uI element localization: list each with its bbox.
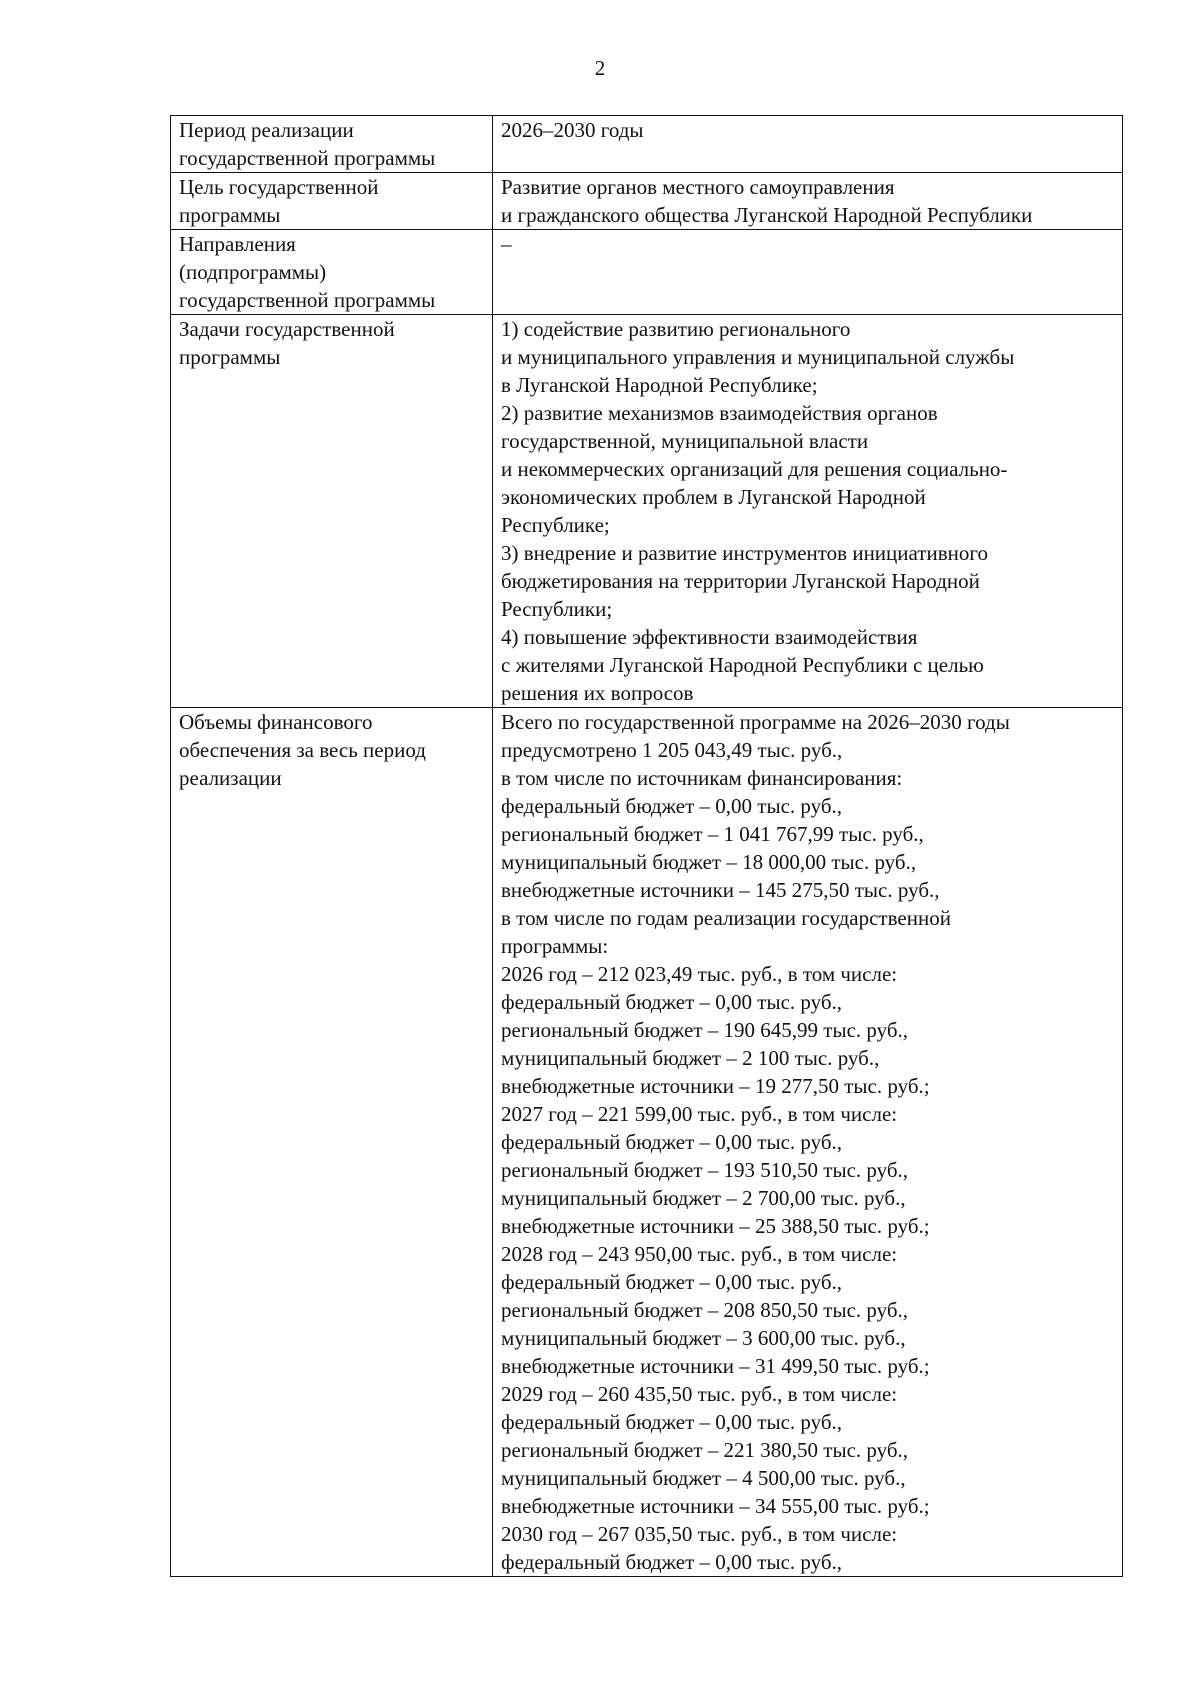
value-line: в том числе по годам реализации государственной — [501, 906, 951, 930]
label-line: Объемы финансового — [179, 710, 373, 734]
row-label-cell — [171, 173, 493, 230]
value-line: государственной, муниципальной власти — [501, 429, 869, 453]
value-line: Республике; — [501, 513, 610, 537]
value-line: решения их вопросов — [501, 681, 694, 705]
value-line: бюджетирования на территории Луганской Народной — [501, 569, 980, 593]
value-line: и некоммерческих организаций для решения социально- — [501, 457, 1008, 481]
value-line: 2029 год – 260 435,50 тыс. руб., в том числе: — [501, 1382, 898, 1406]
value-line: 2) развитие механизмов взаимодействия органов — [501, 401, 938, 425]
value-line: экономических проблем в Луганской Народной — [501, 485, 926, 509]
label-line: реализации — [179, 766, 282, 790]
label-line: (подпрограммы) — [179, 260, 327, 284]
row-value-cell — [493, 230, 1123, 315]
value-line: муниципальный бюджет – 3 600,00 тыс. руб., — [501, 1326, 906, 1350]
table-row — [171, 116, 1123, 173]
value-line: 3) внедрение и развитие инструментов инициативного — [501, 541, 988, 565]
label-line: программы — [179, 203, 281, 227]
row-label-cell — [171, 708, 493, 1577]
value-line: федеральный бюджет – 0,00 тыс. руб., — [501, 1550, 843, 1574]
value-line: 2026 год – 212 023,49 тыс. руб., в том числе: — [501, 962, 898, 986]
row-label-cell — [171, 315, 493, 708]
value-line: внебюджетные источники – 19 277,50 тыс. руб.; — [501, 1074, 930, 1098]
value-line: региональный бюджет – 190 645,99 тыс. руб., — [501, 1018, 909, 1042]
label-line: Период реализации — [179, 118, 354, 142]
value-line: и гражданского общества Луганской Народной Республики — [501, 203, 1033, 227]
table-row — [171, 315, 1123, 708]
row-value-cell — [493, 708, 1123, 1577]
value-line: муниципальный бюджет – 18 000,00 тыс. руб., — [501, 850, 917, 874]
value-line: внебюджетные источники – 34 555,00 тыс. руб.; — [501, 1494, 930, 1518]
value-line: программы: — [501, 934, 609, 958]
value-line: федеральный бюджет – 0,00 тыс. руб., — [501, 1130, 843, 1154]
table-row — [171, 230, 1123, 315]
value-line: 2030 год – 267 035,50 тыс. руб., в том числе: — [501, 1522, 898, 1546]
value-line: федеральный бюджет – 0,00 тыс. руб., — [501, 1270, 843, 1294]
value-line: 1) содействие развитию регионального — [501, 317, 851, 341]
value-line: муниципальный бюджет – 2 100 тыс. руб., — [501, 1046, 880, 1070]
label-line: государственной программы — [179, 288, 436, 312]
value-line: региональный бюджет – 1 041 767,99 тыс. руб., — [501, 822, 924, 846]
row-label-cell — [171, 116, 493, 173]
label-line: Цель государственной — [179, 175, 379, 199]
value-line: 2027 год – 221 599,00 тыс. руб., в том числе: — [501, 1102, 898, 1126]
value-line: региональный бюджет – 208 850,50 тыс. руб., — [501, 1298, 909, 1322]
value-line: федеральный бюджет – 0,00 тыс. руб., — [501, 794, 843, 818]
value-line: предусмотрено 1 205 043,49 тыс. руб., — [501, 738, 843, 762]
row-value-cell — [493, 315, 1123, 708]
value-line: муниципальный бюджет – 2 700,00 тыс. руб., — [501, 1186, 906, 1210]
value-line: в том числе по источникам финансирования: — [501, 766, 903, 790]
value-line: внебюджетные источники – 25 388,50 тыс. руб.; — [501, 1214, 930, 1238]
value-line: федеральный бюджет – 0,00 тыс. руб., — [501, 1410, 843, 1434]
program-passport-table — [170, 115, 1123, 1577]
value-line: 2026–2030 годы — [501, 118, 644, 142]
value-line: 4) повышение эффективности взаимодействия — [501, 625, 918, 649]
value-line: внебюджетные источники – 31 499,50 тыс. руб.; — [501, 1354, 930, 1378]
value-line: Всего по государственной программе на 2026–2030 годы — [501, 710, 1010, 734]
label-line: обеспечения за весь период — [179, 738, 426, 762]
value-line: в Луганской Народной Республике; — [501, 373, 818, 397]
value-line: с жителями Луганской Народной Республики с целью — [501, 653, 984, 677]
table-row — [171, 173, 1123, 230]
row-label-cell — [171, 230, 493, 315]
label-line: Направления — [179, 232, 296, 256]
label-line: государственной программы — [179, 146, 436, 170]
label-line: программы — [179, 345, 281, 369]
value-line: Республики; — [501, 597, 613, 621]
value-line: региональный бюджет – 221 380,50 тыс. руб., — [501, 1438, 909, 1462]
value-line: региональный бюджет – 193 510,50 тыс. руб., — [501, 1158, 909, 1182]
value-line: муниципальный бюджет – 4 500,00 тыс. руб., — [501, 1466, 906, 1490]
table-row — [171, 708, 1123, 1577]
value-line: 2028 год – 243 950,00 тыс. руб., в том числе: — [501, 1242, 898, 1266]
value-line: федеральный бюджет – 0,00 тыс. руб., — [501, 990, 843, 1014]
value-line: Развитие органов местного самоуправления — [501, 175, 895, 199]
row-value-cell — [493, 116, 1123, 173]
label-line: Задачи государственной — [179, 317, 395, 341]
value-line: внебюджетные источники – 145 275,50 тыс. руб., — [501, 878, 940, 902]
page-number: 2 — [594, 56, 606, 80]
row-value-cell — [493, 173, 1123, 230]
value-line: и муниципального управления и муниципальной службы — [501, 345, 1015, 369]
value-line: – — [501, 232, 512, 256]
